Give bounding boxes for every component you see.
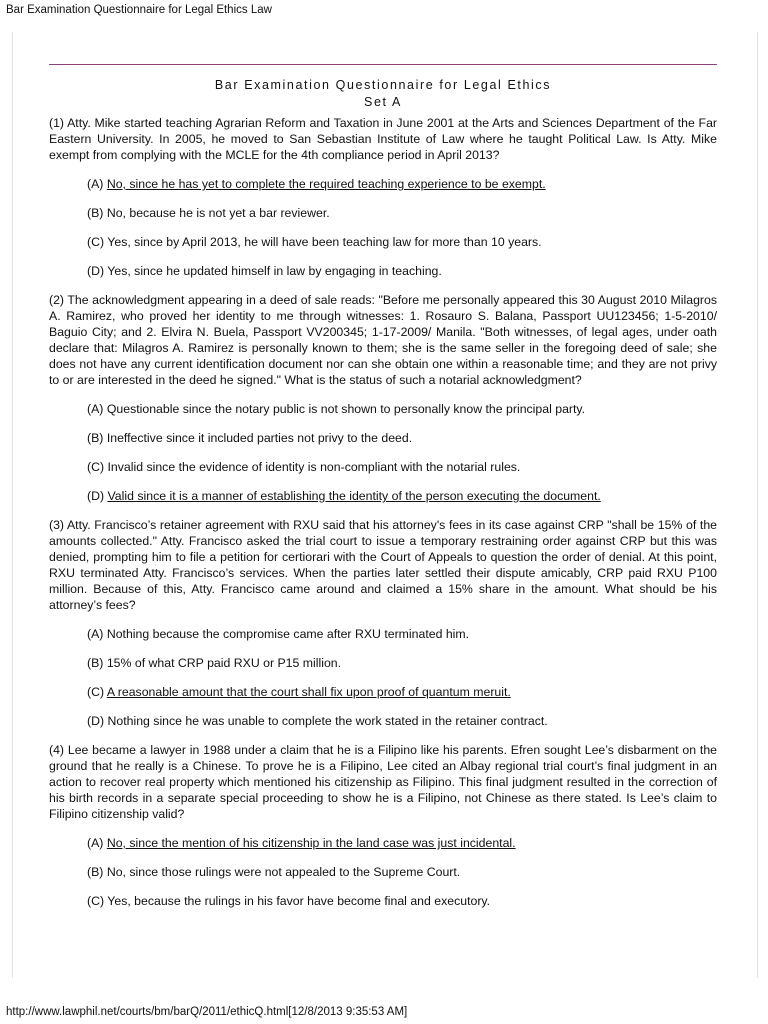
option-letter: (B) [87,656,104,670]
question-1-option-c [87,234,717,250]
question-2-option-a [87,401,717,417]
question-3-option-c [87,684,717,700]
question-4-option-a [87,835,717,851]
question-2: (2) The acknowledgment appearing in a deed of sale reads: "Before me personally appeared this 30 August 2010 Milagros A. Ramirez, who proved her identity to me through witnesses: 1. Rosauro S. Balana, Passport UU123456; 1-5-2010/ Baguio City; and 2. Elvira N. Buela, Passport VV200345; 1-17-2009/ Manila. "Both witnesses, of legal ages, under oath declare that: Milagros A. Ramirez is personally known to them; she is the same seller in the foregoing deed of sale; she does not have any current identification document nor can she obtain one within a reasonable time; and they are not privy to or are interested in the deed he signed." What is the status of such a notarial acknowledgment? [49,293,717,387]
option-letter: (C) [87,894,105,908]
option-text: Yes, since he updated himself in law by engaging in teaching. [107,264,442,278]
option-letter: (B) [87,431,104,445]
question-3: (3) Atty. Francisco’s retainer agreement with RXU said that his attorney's fees in its case against CRP "shall be 15% of the amounts collected." Atty. Francisco asked the trial court to issue a temporary restraining order against CRP but this was denied, prompting him to file a petition for certiorari with the Court of Appeals to question the order of denial. At this point, RXU terminated Atty. Francisco’s services. When the parties later settled their dispute amicably, CRP paid RXU P100 million. Because of this, Atty. Francisco came around and claimed a 15% share in the amount. What should be his attorney’s fees? [49,518,717,612]
option-text: Invalid since the evidence of identity is non-compliant with the notarial rules. [107,460,521,474]
question-1-option-d [87,263,717,279]
option-text: No, since those rulings were not appealed to the Supreme Court. [106,865,461,879]
option-text: No, because he is not yet a bar reviewer. [106,206,330,220]
question-2-option-c [87,459,717,475]
document-title: Bar Examination Questionnaire for Legal Ethics [214,78,552,92]
option-letter: (B) [87,206,104,220]
option-letter: (C) [87,685,105,699]
option-text: Ineffective since it included parties not privy to the deed. [106,431,413,445]
header-rule [49,64,717,65]
option-letter: (A) [87,402,104,416]
question-4: (4) Lee became a lawyer in 1988 under a claim that he is a Filipino like his parents. Efren sought Lee’s disbarment on the ground that he really is a Chinese. To prove he is a Filipino, Lee cited an Albay regional trial court’s final judgment in an action to recover real property which mentioned his citizenship as Filipino. This final judgment resulted in the correction of his birth records in a separate special proceeding to show he is a Filipino, not Chinese as there stated. Is Lee’s claim to Filipino citizenship valid? [49,743,717,821]
question-2-option-d [87,488,717,504]
question-1: (1) Atty. Mike started teaching Agrarian Reform and Taxation in June 2001 at the Arts and Sciences Department of the Far Eastern University. In 2005, he moved to San Sebastian Institute of Law where he taught Political Law. Is Atty. Mike exempt from complying with the MCLE for the 4th compliance period in April 2013? [49,116,717,162]
question-3-option-b [87,655,717,671]
question-1-option-b [87,205,717,221]
question-2-option-b [87,430,717,446]
option-text-correct: A reasonable amount that the court shall fix upon proof of quantum meruit. [106,685,511,699]
option-text: Nothing since he was unable to complete the work stated in the retainer contract. [107,714,548,728]
option-letter: (D) [87,714,105,728]
question-4-option-b [87,864,717,880]
option-letter: (C) [87,460,105,474]
option-text-correct: Valid since it is a manner of establishing the identity of the person executing the document. [107,489,601,503]
option-letter: (C) [87,235,105,249]
document-body [49,77,717,922]
option-letter: (A) [87,836,104,850]
option-letter: (B) [87,865,104,879]
question-4-option-c [87,893,717,909]
page-header-title: Bar Examination Questionnaire for Legal Ethics Law [6,4,272,16]
document-subtitle: Set A [364,95,402,109]
option-text-correct: No, since the mention of his citizenship in the land case was just incidental. [106,836,516,850]
question-3-option-a [87,626,717,642]
option-text: 15% of what CRP paid RXU or P15 million. [106,656,342,670]
option-letter: (D) [87,489,105,503]
question-3-option-d [87,713,717,729]
document-title-block [49,77,717,111]
page-footer-url: http://www.lawphil.net/courts/bm/barQ/2011/ethicQ.html[12/8/2013 9:35:53 AM] [6,1006,408,1018]
option-text: Yes, since by April 2013, he will have been teaching law for more than 10 years. [107,235,542,249]
option-text: Nothing because the compromise came after RXU terminated him. [106,627,470,641]
question-1-option-a [87,176,717,192]
option-letter: (D) [87,264,105,278]
option-text-correct: No, since he has yet to complete the required teaching experience to be exempt. [106,177,546,191]
option-text: Yes, because the rulings in his favor have become final and executory. [107,894,491,908]
option-letter: (A) [87,627,104,641]
option-text: Questionable since the notary public is not shown to personally know the principal party. [106,402,586,416]
option-letter: (A) [87,177,104,191]
